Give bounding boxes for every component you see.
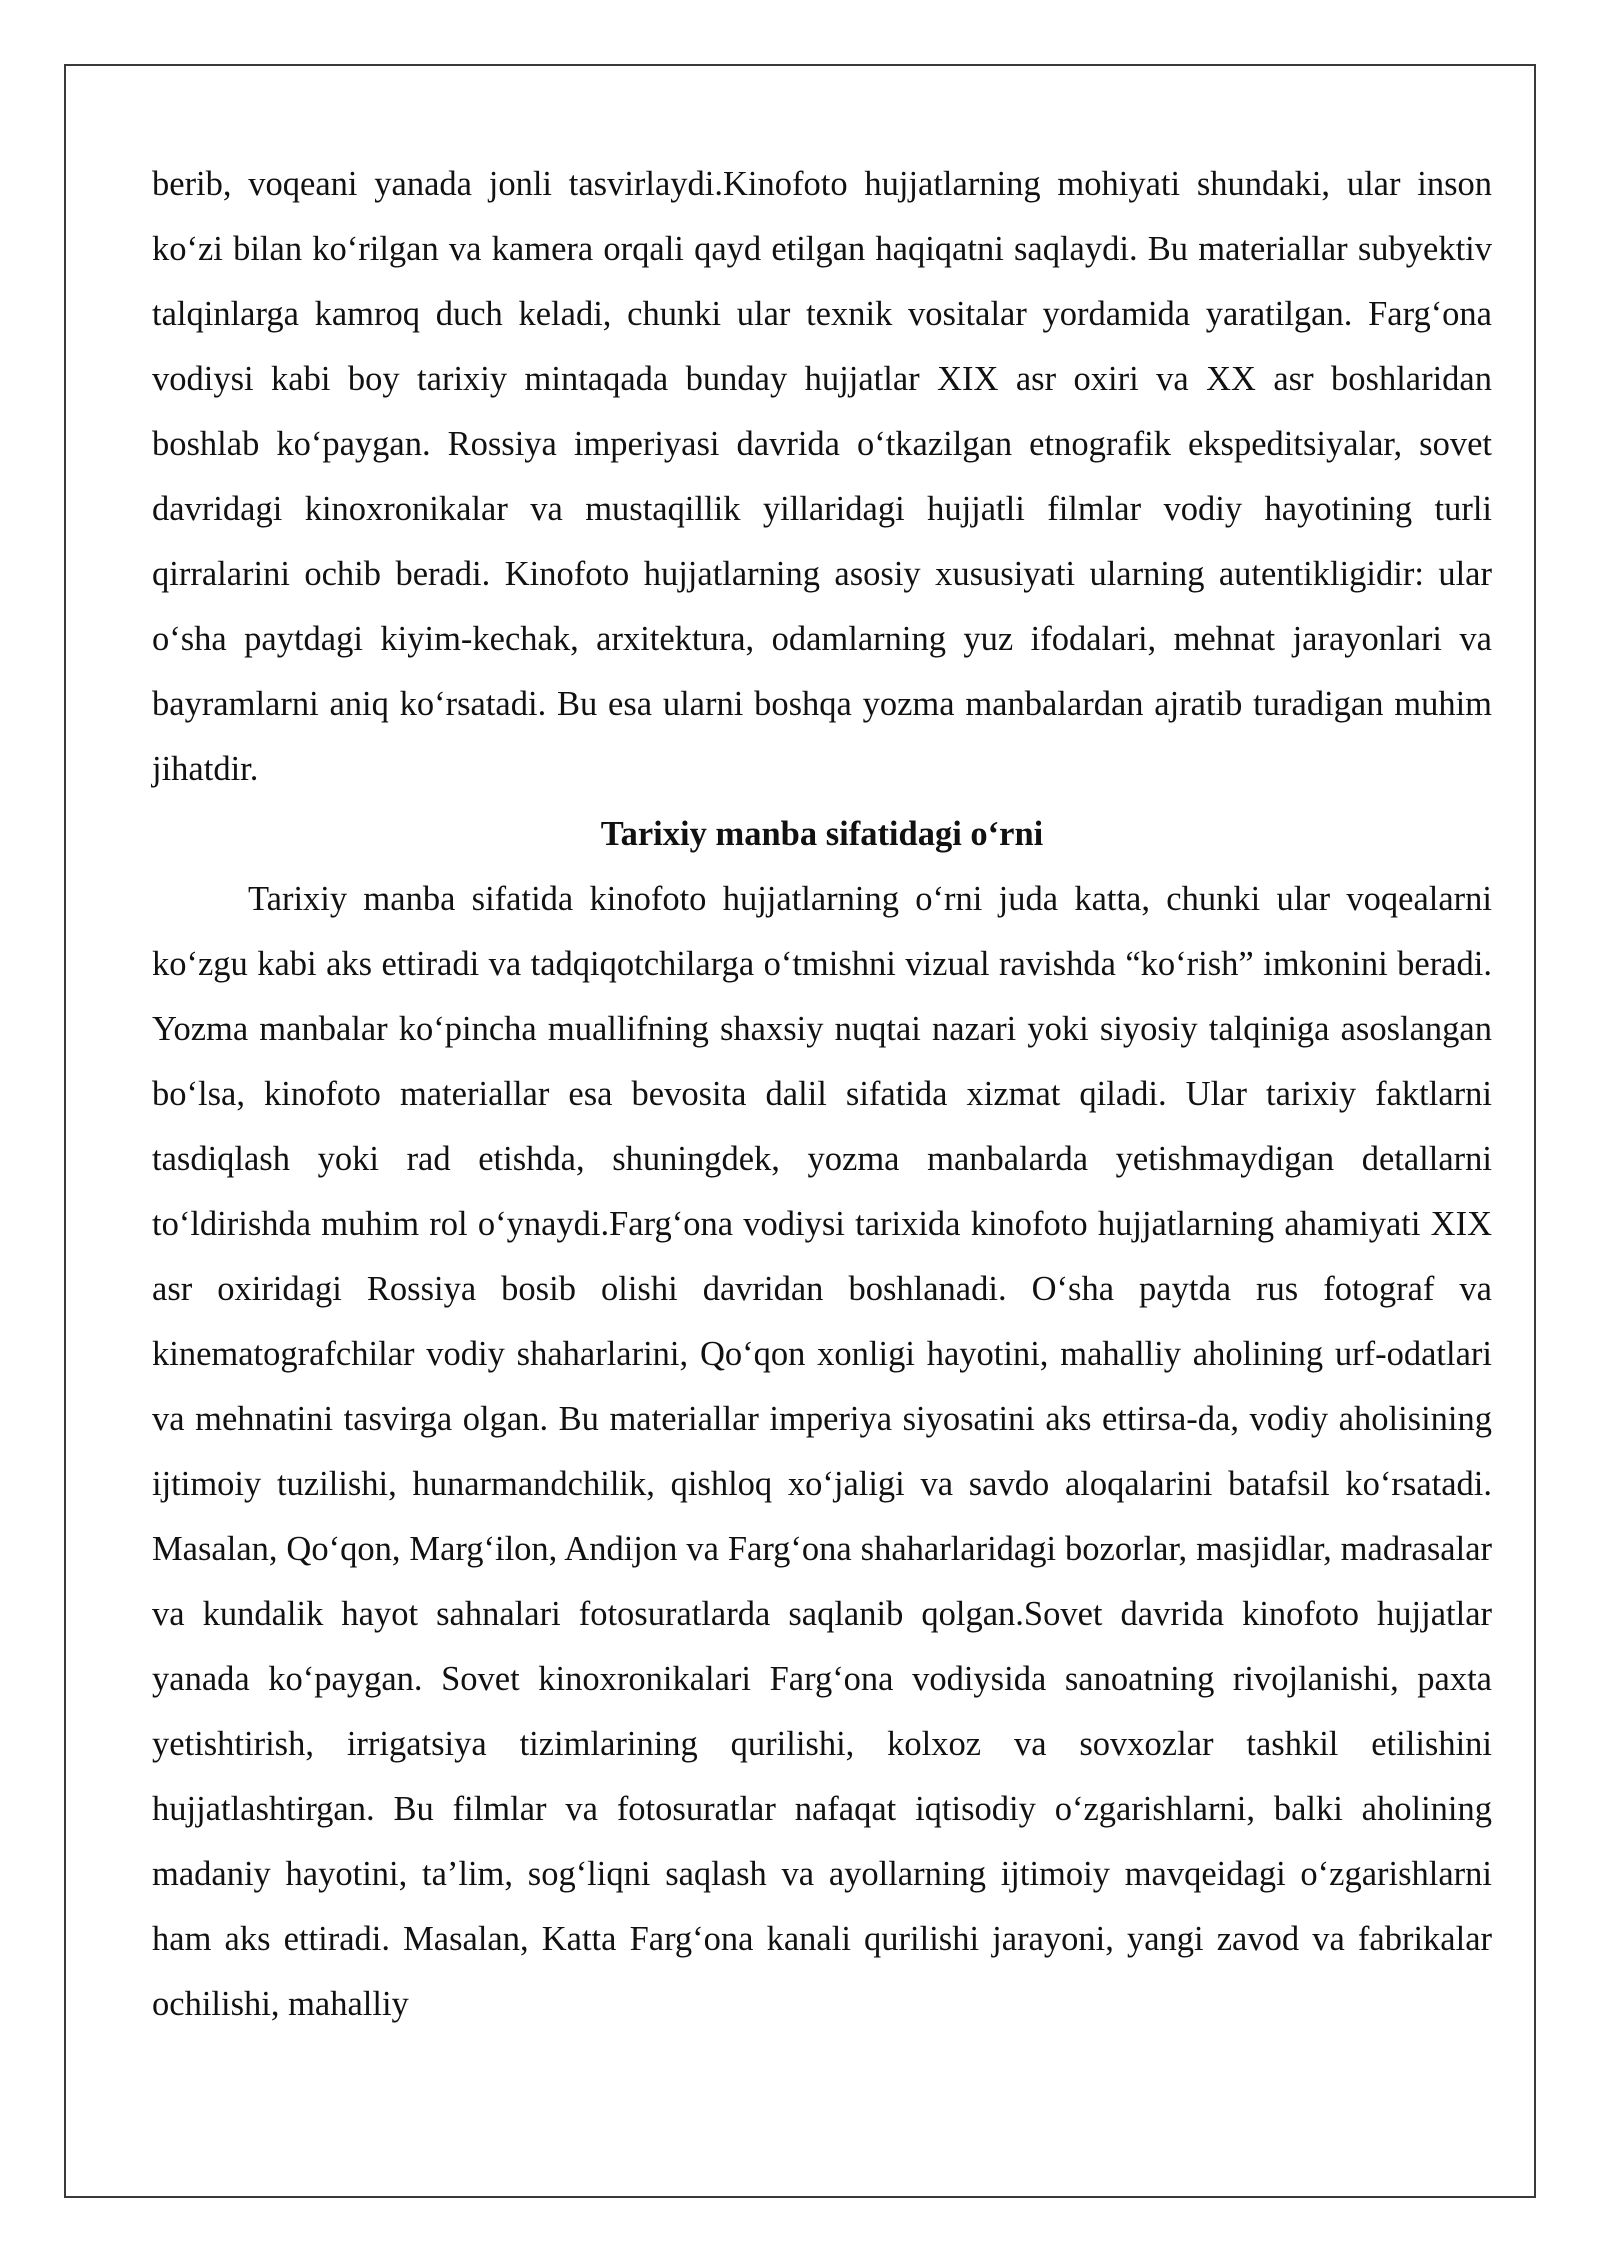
document-body [152, 152, 1492, 2037]
body-paragraph: berib, voqeani yanada jonli tasvirlaydi.Kinofoto hujjatlarning mohiyati shundaki, ular inson ko‘zi bilan ko‘rilgan va kamera orqali qayd etilgan haqiqatni saqlaydi. Bu materiallar subyektiv talqinlarga kamroq duch keladi, chunki ular texnik vositalar yordamida yaratilgan. Farg‘ona vodiysi kabi boy tarixiy mintaqada bunday hujjatlar XIX asr oxiri va XX asr boshlaridan boshlab ko‘paygan. Rossiya imperiyasi davrida o‘tkazilgan etnografik ekspeditsiyalar, sovet davridagi kinoxronikalar va mustaqillik yillaridagi hujjatli filmlar vodiy hayotining turli qirralarini ochib beradi. Kinofoto hujjatlarning asosiy xususiyati ularning autentikligidir: ular o‘sha paytdagi kiyim-kechak, arxitektura, odamlarning yuz ifodalari, mehnat jarayonlari va bayramlarni aniq ko‘rsatadi. Bu esa ularni boshqa yozma manbalardan ajratib turadigan muhim jihatdir. [152, 165, 1492, 788]
section-heading: Tarixiy manba sifatidagi o‘rni [600, 815, 1044, 853]
body-paragraph: Tarixiy manba sifatida kinofoto hujjatlarning o‘rni juda katta, chunki ular voqealarni ko‘zgu kabi aks ettiradi va tadqiqotchilarga o‘tmishni vizual ravishda “ko‘rish” imkonini beradi. Yozma manbalar ko‘pincha muallifning shaxsiy nuqtai nazari yoki siyosiy talqiniga asoslangan bo‘lsa, kinofoto materiallar esa bevosita dalil sifatida xizmat qiladi. Ular tarixiy faktlarni tasdiqlash yoki rad etishda, shuningdek, yozma manbalarda yetishmaydigan detallarni to‘ldirishda muhim rol o‘ynaydi.Farg‘ona vodiysi tarixida kinofoto hujjatlarning ahamiyati XIX asr oxiridagi Rossiya bosib olishi davridan boshlanadi. O‘sha paytda rus fotograf va kinematografchilar vodiy shaharlarini, Qo‘qon xonligi hayotini, mahalliy aholining urf-odatlari va mehnatini tasvirga olgan. Bu materiallar imperiya siyosatini aks ettirsa-da, vodiy aholisining ijtimoiy tuzilishi, hunarmandchilik, qishloq xo‘jaligi va savdo aloqalarini batafsil ko‘rsatadi. Masalan, Qo‘qon, Marg‘ilon, Andijon va Farg‘ona shaharlaridagi bozorlar, masjidlar, madrasalar va kundalik hayot sahnalari fotosuratlarda saqlanib qolgan.Sovet davrida kinofoto hujjatlar yanada ko‘paygan. Sovet kinoxronikalari Farg‘ona vodiysida sanoatning rivojlanishi, paxta yetishtirish, irrigatsiya tizimlarining qurilishi, kolxoz va sovxozlar tashkil etilishini hujjatlashtirgan. Bu filmlar va fotosuratlar nafaqat iqtisodiy o‘zgarishlarni, balki aholining madaniy hayotini, ta’lim, sog‘liqni saqlash va ayollarning ijtimoiy mavqeidagi o‘zgarishlarni ham aks ettiradi. Masalan, Katta Farg‘ona kanali qurilishi jarayoni, yangi zavod va fabrikalar ochilishi, mahalliy [152, 880, 1492, 2023]
